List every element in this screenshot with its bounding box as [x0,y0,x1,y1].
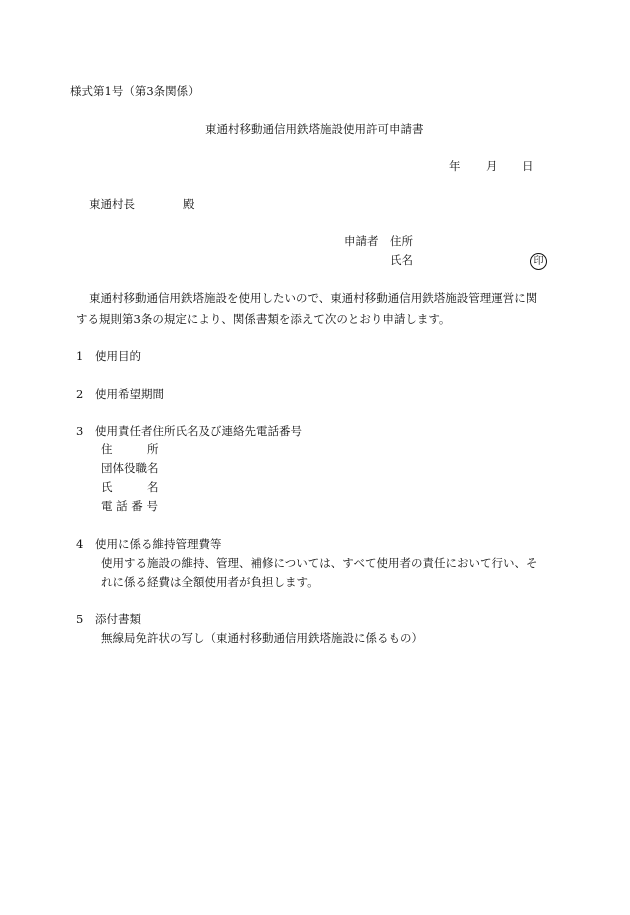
item-3-number: 3 [76,424,84,438]
item-3-org-title-label: 団体役職名 [101,461,159,475]
addressee-honorific: 殿 [183,197,195,211]
applicant-name-label: 氏名 [390,253,413,267]
form-number: 様式第1号（第3条関係） [70,84,200,98]
item-5-attachment: 無線局免許状の写し（東通村移動通信用鉄塔施設に係るもの） [101,631,423,645]
item-2-number: 2 [76,387,84,401]
item-5-number: 5 [76,612,84,626]
item-3-name-label: 氏 名 [101,480,159,494]
intro-line-2: する規則第3条の規定により、関係書類を添えて次のとおり申請します。 [76,312,451,326]
date-day-label: 日 [522,159,534,173]
date-year-label: 年 [449,159,461,173]
document-title: 東通村移動通信用鉄塔施設使用許可申請書 [205,122,424,136]
date-month-label: 月 [486,159,498,173]
item-1-label: 使用目的 [95,349,141,363]
item-3-label: 使用責任者住所氏名及び連絡先電話番号 [95,424,302,438]
applicant-label: 申請者 [344,234,379,248]
intro-line-1: 東通村移動通信用鉄塔施設を使用したいので、東通村移動通信用鉄塔施設管理運営に関 [89,291,538,305]
item-3-phone-label: 電 話 番 号 [101,499,158,513]
item-4-number: 4 [76,537,84,551]
item-1-number: 1 [76,349,84,363]
item-5-label: 添付書類 [95,612,141,626]
item-3-address-label: 住 所 [101,442,159,456]
applicant-address-label: 住所 [390,234,413,248]
item-4-label: 使用に係る維持管理費等 [95,537,222,551]
addressee-name: 東通村長 [89,197,135,211]
item-4-text-line-2: れに係る経費は全額使用者が負担します。 [101,575,319,589]
item-4-text-line-1: 使用する施設の維持、管理、補修については、すべて使用者の責任において行い、そ [101,556,538,570]
seal-mark: 印 [530,253,547,270]
item-2-label: 使用希望期間 [95,387,164,401]
